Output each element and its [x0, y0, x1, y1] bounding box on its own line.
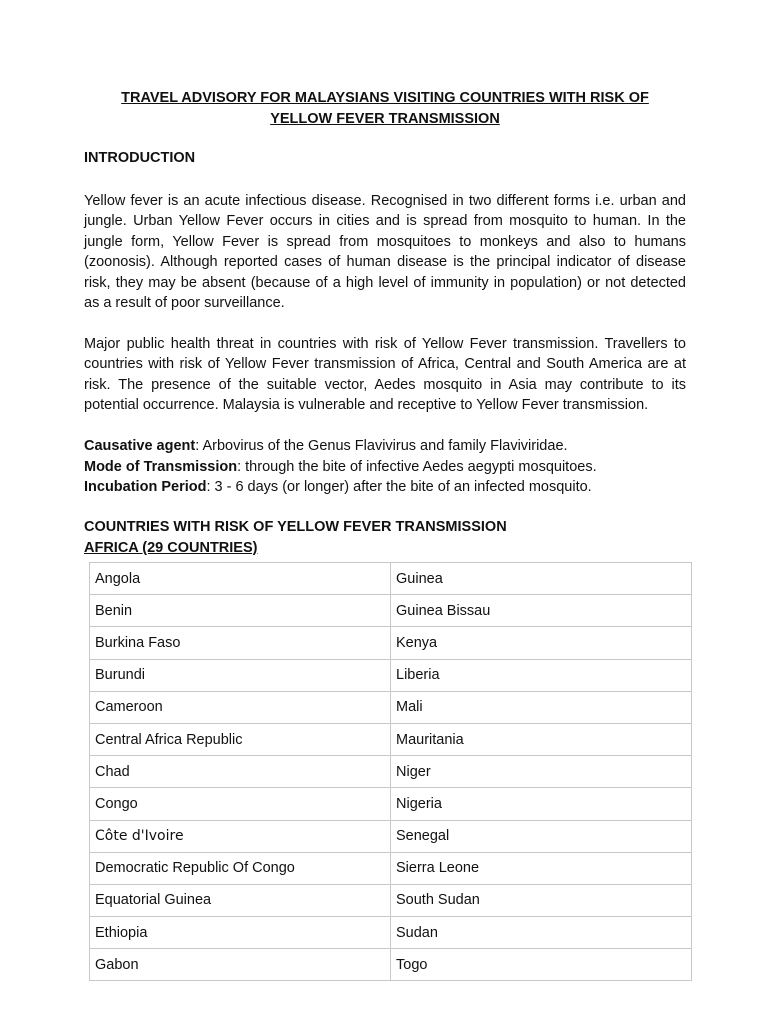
table-row — [90, 788, 692, 820]
country-cell: Guinea — [391, 563, 692, 595]
table-row — [90, 949, 692, 981]
country-cell: Burkina Faso — [90, 627, 391, 659]
country-cell: Niger — [391, 756, 692, 788]
country-cell: Central Africa Republic — [90, 723, 391, 755]
table-row — [90, 627, 692, 659]
africa-countries-table — [89, 562, 692, 981]
country-cell: Ethiopia — [90, 917, 391, 949]
fact-causative-agent — [84, 436, 694, 457]
country-cell: Côte d'Ivoire — [90, 820, 391, 852]
fact-text: : 3 - 6 days (or longer) after the bite of an infected mosquito. — [206, 479, 592, 496]
country-cell: Senegal — [391, 820, 692, 852]
title-line-1: TRAVEL ADVISORY FOR MALAYSIANS VISITING COUNTRIES WITH RISK OF — [121, 90, 649, 106]
fact-text: : through the bite of infective Aedes aegypti mosquitoes. — [237, 458, 597, 475]
country-cell: Angola — [90, 563, 391, 595]
fact-mode-of-transmission — [84, 457, 694, 478]
country-cell: Cameroon — [90, 691, 391, 723]
table-row — [90, 595, 692, 627]
fact-label: Mode of Transmission — [84, 458, 238, 475]
countries-heading: COUNTRIES WITH RISK OF YELLOW FEVER TRANSMISSION — [84, 519, 507, 535]
country-cell: Mali — [391, 691, 692, 723]
country-cell: Togo — [391, 949, 692, 981]
country-cell: Nigeria — [391, 788, 692, 820]
table-row — [90, 917, 692, 949]
country-cell: Burundi — [90, 659, 391, 691]
fact-label: Incubation Period — [84, 479, 207, 496]
country-cell: Equatorial Guinea — [90, 884, 391, 916]
introduction-heading: INTRODUCTION — [84, 150, 196, 166]
country-cell: South Sudan — [391, 884, 692, 916]
table-row — [90, 723, 692, 755]
country-cell: Sudan — [391, 917, 692, 949]
country-cell: Chad — [90, 756, 391, 788]
country-cell: Sierra Leone — [391, 852, 692, 884]
country-cell: Congo — [90, 788, 391, 820]
table-row — [90, 659, 692, 691]
intro-paragraph-2: Major public health threat in countries with risk of Yellow Fever transmission. Travellers to countries with risk of Yellow Fever transmission of Africa, Central and South America are at risk. The presence of the suitable vector, Aedes mosquito in Asia may contribute to its potential occurrence. Malaysia is vulnerable and receptive to Yellow Fever transmission. — [84, 336, 686, 414]
table-row — [90, 852, 692, 884]
disease-facts — [84, 436, 694, 498]
africa-heading: AFRICA (29 COUNTRIES) — [84, 540, 258, 556]
document-title — [84, 88, 686, 130]
table-row — [90, 563, 692, 595]
country-cell: Democratic Republic Of Congo — [90, 852, 391, 884]
table-row — [90, 691, 692, 723]
fact-incubation-period — [84, 477, 694, 498]
country-cell: Kenya — [391, 627, 692, 659]
country-cell: Gabon — [90, 949, 391, 981]
country-cell: Benin — [90, 595, 391, 627]
title-line-2: YELLOW FEVER TRANSMISSION — [270, 111, 500, 127]
fact-text: : Arbovirus of the Genus Flavivirus and family Flaviviridae. — [195, 438, 568, 454]
intro-paragraph-1: Yellow fever is an acute infectious disease. Recognised in two different forms i.e. urban and jungle. Urban Yellow Fever occurs in cities and is spread from mosquito to human. In the jungle form, Yellow Fever is spread from mosquitoes to monkeys and also to humans (zoonosis). Although reported cases of human disease is the principal indicator of disease risk, they may be absent (because of a high level of immunity in population) or not detected as a result of poor surveillance. — [84, 193, 686, 312]
table-row — [90, 756, 692, 788]
country-cell: Mauritania — [391, 723, 692, 755]
fact-label: Causative agent — [84, 438, 196, 454]
country-cell: Liberia — [391, 659, 692, 691]
table-row — [90, 884, 692, 916]
table-row — [90, 820, 692, 852]
country-cell: Guinea Bissau — [391, 595, 692, 627]
